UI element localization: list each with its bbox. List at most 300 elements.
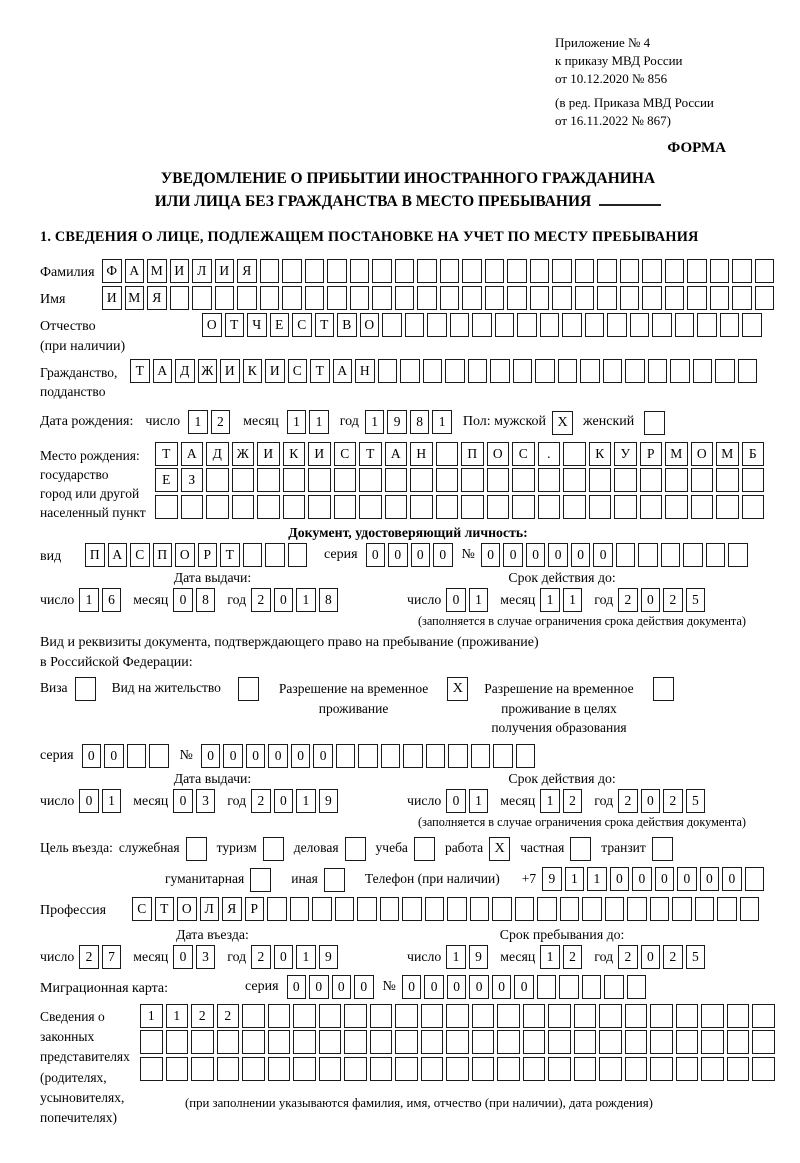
char-cell[interactable] [620,259,640,283]
char-cell[interactable] [472,1030,495,1054]
char-cell[interactable] [523,1004,546,1028]
char-cell[interactable] [727,1004,750,1028]
char-cell[interactable]: 2 [563,945,583,969]
char-cell[interactable]: 2 [217,1004,240,1028]
birthplace-cells-row3[interactable] [155,495,767,519]
doc-type-cells[interactable] [85,543,310,567]
char-cell[interactable]: 1 [309,410,329,434]
char-cell[interactable]: И [215,259,235,283]
char-cell[interactable]: 0 [388,543,408,567]
char-cell[interactable]: А [333,359,353,383]
char-cell[interactable] [716,495,739,519]
char-cell[interactable] [334,495,357,519]
char-cell[interactable]: Р [640,442,663,466]
char-cell[interactable] [652,313,672,337]
char-cell[interactable] [727,1057,750,1081]
char-cell[interactable] [512,468,535,492]
char-cell[interactable] [268,1057,291,1081]
char-cell[interactable] [627,897,647,921]
char-cell[interactable] [738,359,758,383]
patronymic-cells[interactable] [202,313,765,337]
char-cell[interactable]: 1 [296,945,316,969]
char-cell[interactable]: 0 [424,975,444,999]
char-cell[interactable] [625,359,645,383]
char-cell[interactable]: 3 [196,945,216,969]
char-cell[interactable] [446,1030,469,1054]
legal-reps-cells-row3[interactable] [140,1057,778,1081]
birthplace-cells-row1[interactable] [155,442,767,466]
char-cell[interactable]: 1 [587,867,607,891]
char-cell[interactable]: Ж [232,442,255,466]
char-cell[interactable] [445,359,465,383]
char-cell[interactable]: 5 [686,789,706,813]
char-cell[interactable]: П [85,543,105,567]
char-cell[interactable] [357,897,377,921]
char-cell[interactable]: 1 [469,588,489,612]
char-cell[interactable] [440,286,460,310]
char-cell[interactable]: 0 [492,975,512,999]
char-cell[interactable] [548,1057,571,1081]
char-cell[interactable]: Я [222,897,242,921]
char-cell[interactable] [517,313,537,337]
char-cell[interactable] [614,495,637,519]
char-cell[interactable] [752,1057,775,1081]
char-cell[interactable] [582,897,602,921]
residence-valid-day-cells[interactable] [446,789,491,813]
char-cell[interactable] [535,359,555,383]
char-cell[interactable] [217,1057,240,1081]
char-cell[interactable] [402,897,422,921]
char-cell[interactable] [697,313,717,337]
stay-until-day-cells[interactable] [446,945,491,969]
char-cell[interactable] [495,313,515,337]
residence-series-cells[interactable] [82,744,172,768]
char-cell[interactable]: Д [206,442,229,466]
char-cell[interactable]: Т [220,543,240,567]
char-cell[interactable] [687,286,707,310]
legal-reps-cells-row1[interactable] [140,1004,778,1028]
char-cell[interactable]: Е [270,313,290,337]
char-cell[interactable]: 8 [410,410,430,434]
char-cell[interactable] [650,1004,673,1028]
char-cell[interactable] [358,744,378,768]
char-cell[interactable] [675,313,695,337]
residence-valid-month-cells[interactable] [540,789,585,813]
char-cell[interactable] [350,286,370,310]
char-cell[interactable] [436,468,459,492]
char-cell[interactable] [242,1030,265,1054]
char-cell[interactable]: Т [225,313,245,337]
char-cell[interactable]: Ф [102,259,122,283]
char-cell[interactable]: 0 [104,744,124,768]
char-cell[interactable] [752,1030,775,1054]
checkbox-tourism[interactable] [263,837,284,861]
char-cell[interactable] [665,286,685,310]
char-cell[interactable] [288,543,308,567]
char-cell[interactable] [327,259,347,283]
char-cell[interactable] [472,1057,495,1081]
char-cell[interactable]: 0 [274,789,294,813]
char-cell[interactable] [523,1030,546,1054]
char-cell[interactable]: 1 [365,410,385,434]
char-cell[interactable] [530,286,550,310]
checkbox-temp-permit-edu[interactable] [653,677,674,701]
char-cell[interactable] [710,286,730,310]
char-cell[interactable] [436,495,459,519]
char-cell[interactable]: С [334,442,357,466]
char-cell[interactable]: 0 [313,744,333,768]
char-cell[interactable] [462,259,482,283]
char-cell[interactable]: 7 [102,945,122,969]
char-cell[interactable] [267,897,287,921]
char-cell[interactable] [344,1030,367,1054]
char-cell[interactable]: 1 [287,410,307,434]
char-cell[interactable] [648,359,668,383]
entry-year-cells[interactable] [251,945,341,969]
char-cell[interactable]: 0 [246,744,266,768]
char-cell[interactable] [574,1004,597,1028]
char-cell[interactable]: 1 [563,588,583,612]
char-cell[interactable]: О [487,442,510,466]
char-cell[interactable] [710,259,730,283]
char-cell[interactable] [485,286,505,310]
char-cell[interactable]: С [288,359,308,383]
char-cell[interactable] [661,543,681,567]
char-cell[interactable] [665,495,688,519]
char-cell[interactable] [232,468,255,492]
char-cell[interactable] [650,1057,673,1081]
char-cell[interactable] [732,259,752,283]
char-cell[interactable]: 0 [610,867,630,891]
char-cell[interactable]: 0 [514,975,534,999]
char-cell[interactable] [405,313,425,337]
char-cell[interactable]: 0 [722,867,742,891]
char-cell[interactable] [170,286,190,310]
char-cell[interactable]: О [177,897,197,921]
char-cell[interactable] [319,1057,342,1081]
char-cell[interactable] [293,1004,316,1028]
char-cell[interactable]: 2 [211,410,231,434]
residence-issue-day-cells[interactable] [79,789,124,813]
char-cell[interactable]: 0 [291,744,311,768]
checkbox-study[interactable] [414,837,435,861]
char-cell[interactable]: И [308,442,331,466]
char-cell[interactable] [305,286,325,310]
char-cell[interactable]: 0 [274,588,294,612]
char-cell[interactable] [728,543,748,567]
char-cell[interactable] [537,975,557,999]
doc-issue-month-cells[interactable] [173,588,218,612]
char-cell[interactable]: Я [147,286,167,310]
char-cell[interactable]: 0 [411,543,431,567]
char-cell[interactable] [585,313,605,337]
char-cell[interactable] [630,313,650,337]
char-cell[interactable]: 0 [446,789,466,813]
char-cell[interactable] [472,313,492,337]
char-cell[interactable]: И [170,259,190,283]
char-cell[interactable] [257,468,280,492]
char-cell[interactable]: М [665,442,688,466]
char-cell[interactable] [512,495,535,519]
char-cell[interactable]: А [153,359,173,383]
char-cell[interactable]: С [130,543,150,567]
char-cell[interactable] [695,897,715,921]
char-cell[interactable] [436,442,459,466]
char-cell[interactable]: 1 [188,410,208,434]
char-cell[interactable]: П [153,543,173,567]
char-cell[interactable]: О [175,543,195,567]
char-cell[interactable]: 9 [542,867,562,891]
char-cell[interactable] [538,468,561,492]
char-cell[interactable] [334,468,357,492]
char-cell[interactable]: Р [198,543,218,567]
char-cell[interactable]: 5 [686,945,706,969]
char-cell[interactable] [268,1030,291,1054]
char-cell[interactable] [395,259,415,283]
char-cell[interactable] [507,259,527,283]
char-cell[interactable] [523,1057,546,1081]
char-cell[interactable] [410,468,433,492]
char-cell[interactable]: 1 [540,588,560,612]
char-cell[interactable]: Я [237,259,257,283]
char-cell[interactable] [559,975,579,999]
doc-issue-day-cells[interactable] [79,588,124,612]
char-cell[interactable] [638,543,658,567]
char-cell[interactable]: О [691,442,714,466]
char-cell[interactable]: 9 [319,945,339,969]
doc-valid-month-cells[interactable] [540,588,585,612]
char-cell[interactable]: К [589,442,612,466]
char-cell[interactable]: М [147,259,167,283]
char-cell[interactable] [693,359,713,383]
char-cell[interactable] [558,359,578,383]
char-cell[interactable]: 0 [641,945,661,969]
char-cell[interactable] [370,1030,393,1054]
char-cell[interactable]: 0 [700,867,720,891]
char-cell[interactable] [490,359,510,383]
char-cell[interactable] [215,286,235,310]
char-cell[interactable]: 9 [387,410,407,434]
char-cell[interactable] [403,744,423,768]
char-cell[interactable] [642,259,662,283]
char-cell[interactable] [470,897,490,921]
char-cell[interactable] [305,259,325,283]
char-cell[interactable] [627,975,647,999]
char-cell[interactable] [417,259,437,283]
char-cell[interactable] [727,1030,750,1054]
birth-year-cells[interactable] [365,410,455,434]
char-cell[interactable] [650,1030,673,1054]
char-cell[interactable]: Р [245,897,265,921]
char-cell[interactable] [468,359,488,383]
char-cell[interactable]: 0 [571,543,591,567]
char-cell[interactable]: 1 [140,1004,163,1028]
char-cell[interactable]: 1 [469,789,489,813]
char-cell[interactable] [676,1004,699,1028]
char-cell[interactable] [191,1030,214,1054]
char-cell[interactable] [308,495,331,519]
char-cell[interactable] [372,286,392,310]
char-cell[interactable] [260,286,280,310]
char-cell[interactable] [410,495,433,519]
residence-issue-month-cells[interactable] [173,789,218,813]
char-cell[interactable] [336,744,356,768]
char-cell[interactable]: 2 [79,945,99,969]
char-cell[interactable]: Т [310,359,330,383]
char-cell[interactable] [260,259,280,283]
char-cell[interactable] [257,495,280,519]
char-cell[interactable] [497,1030,520,1054]
legal-reps-cells-row2[interactable] [140,1030,778,1054]
char-cell[interactable] [642,286,662,310]
char-cell[interactable]: 0 [268,744,288,768]
char-cell[interactable] [717,897,737,921]
char-cell[interactable] [604,975,624,999]
char-cell[interactable]: 2 [251,588,271,612]
doc-valid-year-cells[interactable] [618,588,708,612]
char-cell[interactable] [732,286,752,310]
char-cell[interactable] [755,259,775,283]
char-cell[interactable] [421,1004,444,1028]
char-cell[interactable]: 0 [593,543,613,567]
surname-cells[interactable] [102,259,777,283]
char-cell[interactable] [755,286,775,310]
char-cell[interactable] [691,468,714,492]
char-cell[interactable]: Ч [247,313,267,337]
char-cell[interactable]: Ж [198,359,218,383]
char-cell[interactable] [237,286,257,310]
char-cell[interactable]: 1 [166,1004,189,1028]
char-cell[interactable] [720,313,740,337]
char-cell[interactable] [242,1004,265,1028]
char-cell[interactable] [742,313,762,337]
char-cell[interactable]: 9 [319,789,339,813]
char-cell[interactable]: 1 [79,588,99,612]
char-cell[interactable] [308,468,331,492]
char-cell[interactable] [620,286,640,310]
char-cell[interactable] [599,1030,622,1054]
char-cell[interactable] [206,495,229,519]
char-cell[interactable]: 0 [526,543,546,567]
char-cell[interactable] [605,897,625,921]
char-cell[interactable] [446,1057,469,1081]
char-cell[interactable] [640,468,663,492]
char-cell[interactable] [497,1057,520,1081]
char-cell[interactable]: 1 [540,789,560,813]
char-cell[interactable] [290,897,310,921]
char-cell[interactable] [350,259,370,283]
char-cell[interactable]: 0 [446,588,466,612]
char-cell[interactable]: А [108,543,128,567]
profession-cells[interactable] [132,897,762,921]
char-cell[interactable]: Н [355,359,375,383]
char-cell[interactable] [370,1057,393,1081]
char-cell[interactable] [140,1057,163,1081]
char-cell[interactable]: 0 [402,975,422,999]
char-cell[interactable] [691,495,714,519]
char-cell[interactable] [359,468,382,492]
char-cell[interactable] [716,468,739,492]
char-cell[interactable]: 2 [663,945,683,969]
doc-series-cells[interactable] [366,543,456,567]
char-cell[interactable] [650,897,670,921]
char-cell[interactable]: Е [155,468,178,492]
char-cell[interactable] [485,259,505,283]
char-cell[interactable]: 0 [641,588,661,612]
char-cell[interactable] [640,495,663,519]
char-cell[interactable] [140,1030,163,1054]
char-cell[interactable] [574,1030,597,1054]
char-cell[interactable]: 1 [540,945,560,969]
char-cell[interactable]: Н [410,442,433,466]
char-cell[interactable] [580,359,600,383]
char-cell[interactable] [701,1057,724,1081]
migration-series-cells[interactable] [287,975,377,999]
char-cell[interactable] [382,313,402,337]
char-cell[interactable] [538,495,561,519]
birthplace-cells-row2[interactable] [155,468,767,492]
char-cell[interactable] [265,543,285,567]
char-cell[interactable]: С [132,897,152,921]
char-cell[interactable] [597,286,617,310]
char-cell[interactable] [560,897,580,921]
char-cell[interactable]: 0 [366,543,386,567]
char-cell[interactable] [563,495,586,519]
char-cell[interactable] [192,286,212,310]
char-cell[interactable] [425,897,445,921]
char-cell[interactable]: Л [200,897,220,921]
char-cell[interactable] [282,286,302,310]
char-cell[interactable]: З [181,468,204,492]
char-cell[interactable]: 1 [296,588,316,612]
char-cell[interactable]: Т [155,442,178,466]
char-cell[interactable] [742,495,765,519]
char-cell[interactable] [665,468,688,492]
char-cell[interactable]: 0 [677,867,697,891]
checkbox-humanitarian[interactable] [250,868,271,892]
char-cell[interactable] [283,468,306,492]
char-cell[interactable]: 0 [79,789,99,813]
char-cell[interactable]: 8 [319,588,339,612]
char-cell[interactable]: А [125,259,145,283]
char-cell[interactable]: 1 [102,789,122,813]
char-cell[interactable] [552,259,572,283]
char-cell[interactable] [552,286,572,310]
char-cell[interactable] [575,259,595,283]
char-cell[interactable]: 0 [655,867,675,891]
char-cell[interactable] [395,1057,418,1081]
char-cell[interactable]: Д [175,359,195,383]
char-cell[interactable] [563,442,586,466]
char-cell[interactable]: 2 [663,789,683,813]
char-cell[interactable]: 0 [481,543,501,567]
char-cell[interactable] [625,1004,648,1028]
char-cell[interactable]: А [181,442,204,466]
char-cell[interactable] [487,495,510,519]
char-cell[interactable] [676,1030,699,1054]
checkbox-other[interactable] [324,868,345,892]
char-cell[interactable]: 0 [309,975,329,999]
char-cell[interactable] [562,313,582,337]
char-cell[interactable]: 0 [332,975,352,999]
char-cell[interactable]: 1 [565,867,585,891]
char-cell[interactable] [589,495,612,519]
char-cell[interactable] [487,468,510,492]
birth-day-cells[interactable] [188,410,233,434]
checkbox-business[interactable] [345,837,366,861]
char-cell[interactable]: 0 [173,945,193,969]
doc-number-cells[interactable] [481,543,751,567]
